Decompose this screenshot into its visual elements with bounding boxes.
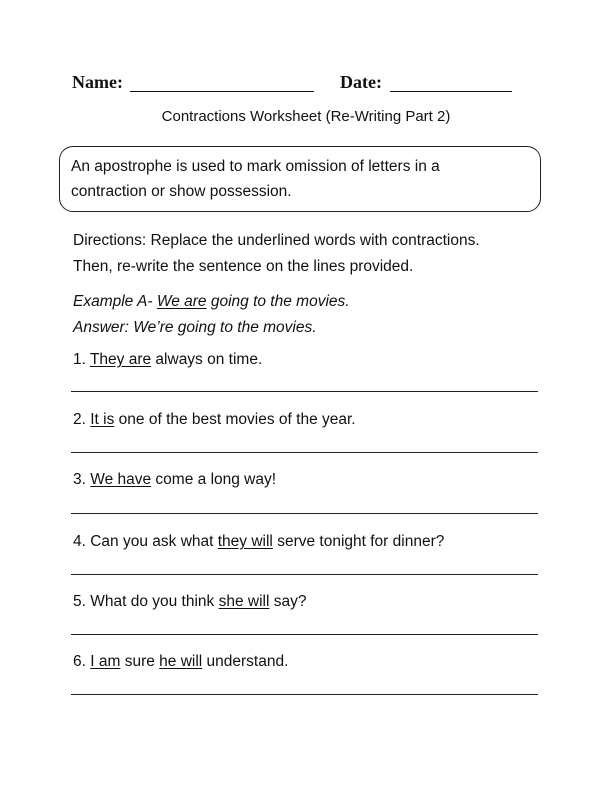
underlined-words-2: he will	[159, 653, 203, 670]
worksheet-title: Contractions Worksheet (Re-Writing Part 2)	[161, 108, 451, 125]
underlined-words: she will	[218, 593, 270, 610]
question-2	[73, 411, 543, 429]
question-text: say?	[269, 593, 307, 610]
question-number: 3.	[73, 471, 91, 488]
info-text-line-2: contraction or show possession.	[71, 183, 292, 200]
underlined-words: It is	[90, 411, 115, 428]
header-row	[72, 72, 532, 96]
example-answer: Answer: We’re going to the movies.	[73, 319, 317, 336]
question-6	[73, 653, 543, 671]
info-box	[59, 146, 541, 212]
info-text-line-1: An apostrophe is used to mark omission of letters in a	[71, 158, 440, 175]
question-3	[73, 471, 543, 489]
question-text: one of the best movies of the year.	[114, 411, 356, 428]
answer-line-1[interactable]	[71, 391, 538, 392]
example-suffix: going to the movies.	[206, 293, 350, 310]
question-number: 5.	[73, 593, 91, 610]
date-label: Date:	[340, 72, 382, 92]
question-5	[73, 593, 543, 611]
question-4	[73, 533, 543, 551]
underlined-words: I am	[90, 653, 121, 670]
example-prefix: Example A-	[73, 293, 157, 310]
question-text-pre: What do you think	[90, 593, 219, 610]
directions-line-1: Directions: Replace the underlined words with contractions.	[73, 232, 480, 249]
underlined-words: They are	[89, 351, 152, 368]
example-underlined-words: We are	[156, 293, 207, 310]
question-text: always on time.	[151, 351, 263, 368]
answer-line-2[interactable]	[71, 452, 538, 453]
directions-line-2: Then, re-write the sentence on the lines provided.	[73, 258, 414, 275]
answer-line-6[interactable]	[71, 694, 538, 695]
underlined-words: We have	[90, 471, 152, 488]
question-1	[73, 351, 543, 369]
answer-line-4[interactable]	[71, 574, 538, 575]
directions	[73, 228, 543, 280]
answer-line-3[interactable]	[71, 513, 538, 514]
underlined-words: they will	[217, 533, 273, 550]
example-block	[73, 289, 543, 341]
question-text-2: understand.	[202, 653, 289, 670]
question-text-pre: Can you ask what	[90, 533, 218, 550]
answer-line-5[interactable]	[71, 634, 538, 635]
example-sentence	[73, 289, 543, 315]
name-input-line[interactable]	[130, 91, 314, 92]
question-text: sure	[120, 653, 160, 670]
question-number: 4.	[73, 533, 91, 550]
question-number: 2.	[73, 411, 91, 428]
question-number: 6.	[73, 653, 91, 670]
date-input-line[interactable]	[390, 91, 512, 92]
question-text: serve tonight for dinner?	[272, 533, 445, 550]
name-label: Name:	[72, 72, 123, 92]
question-text: come a long way!	[151, 471, 277, 488]
question-number: 1.	[73, 351, 90, 368]
